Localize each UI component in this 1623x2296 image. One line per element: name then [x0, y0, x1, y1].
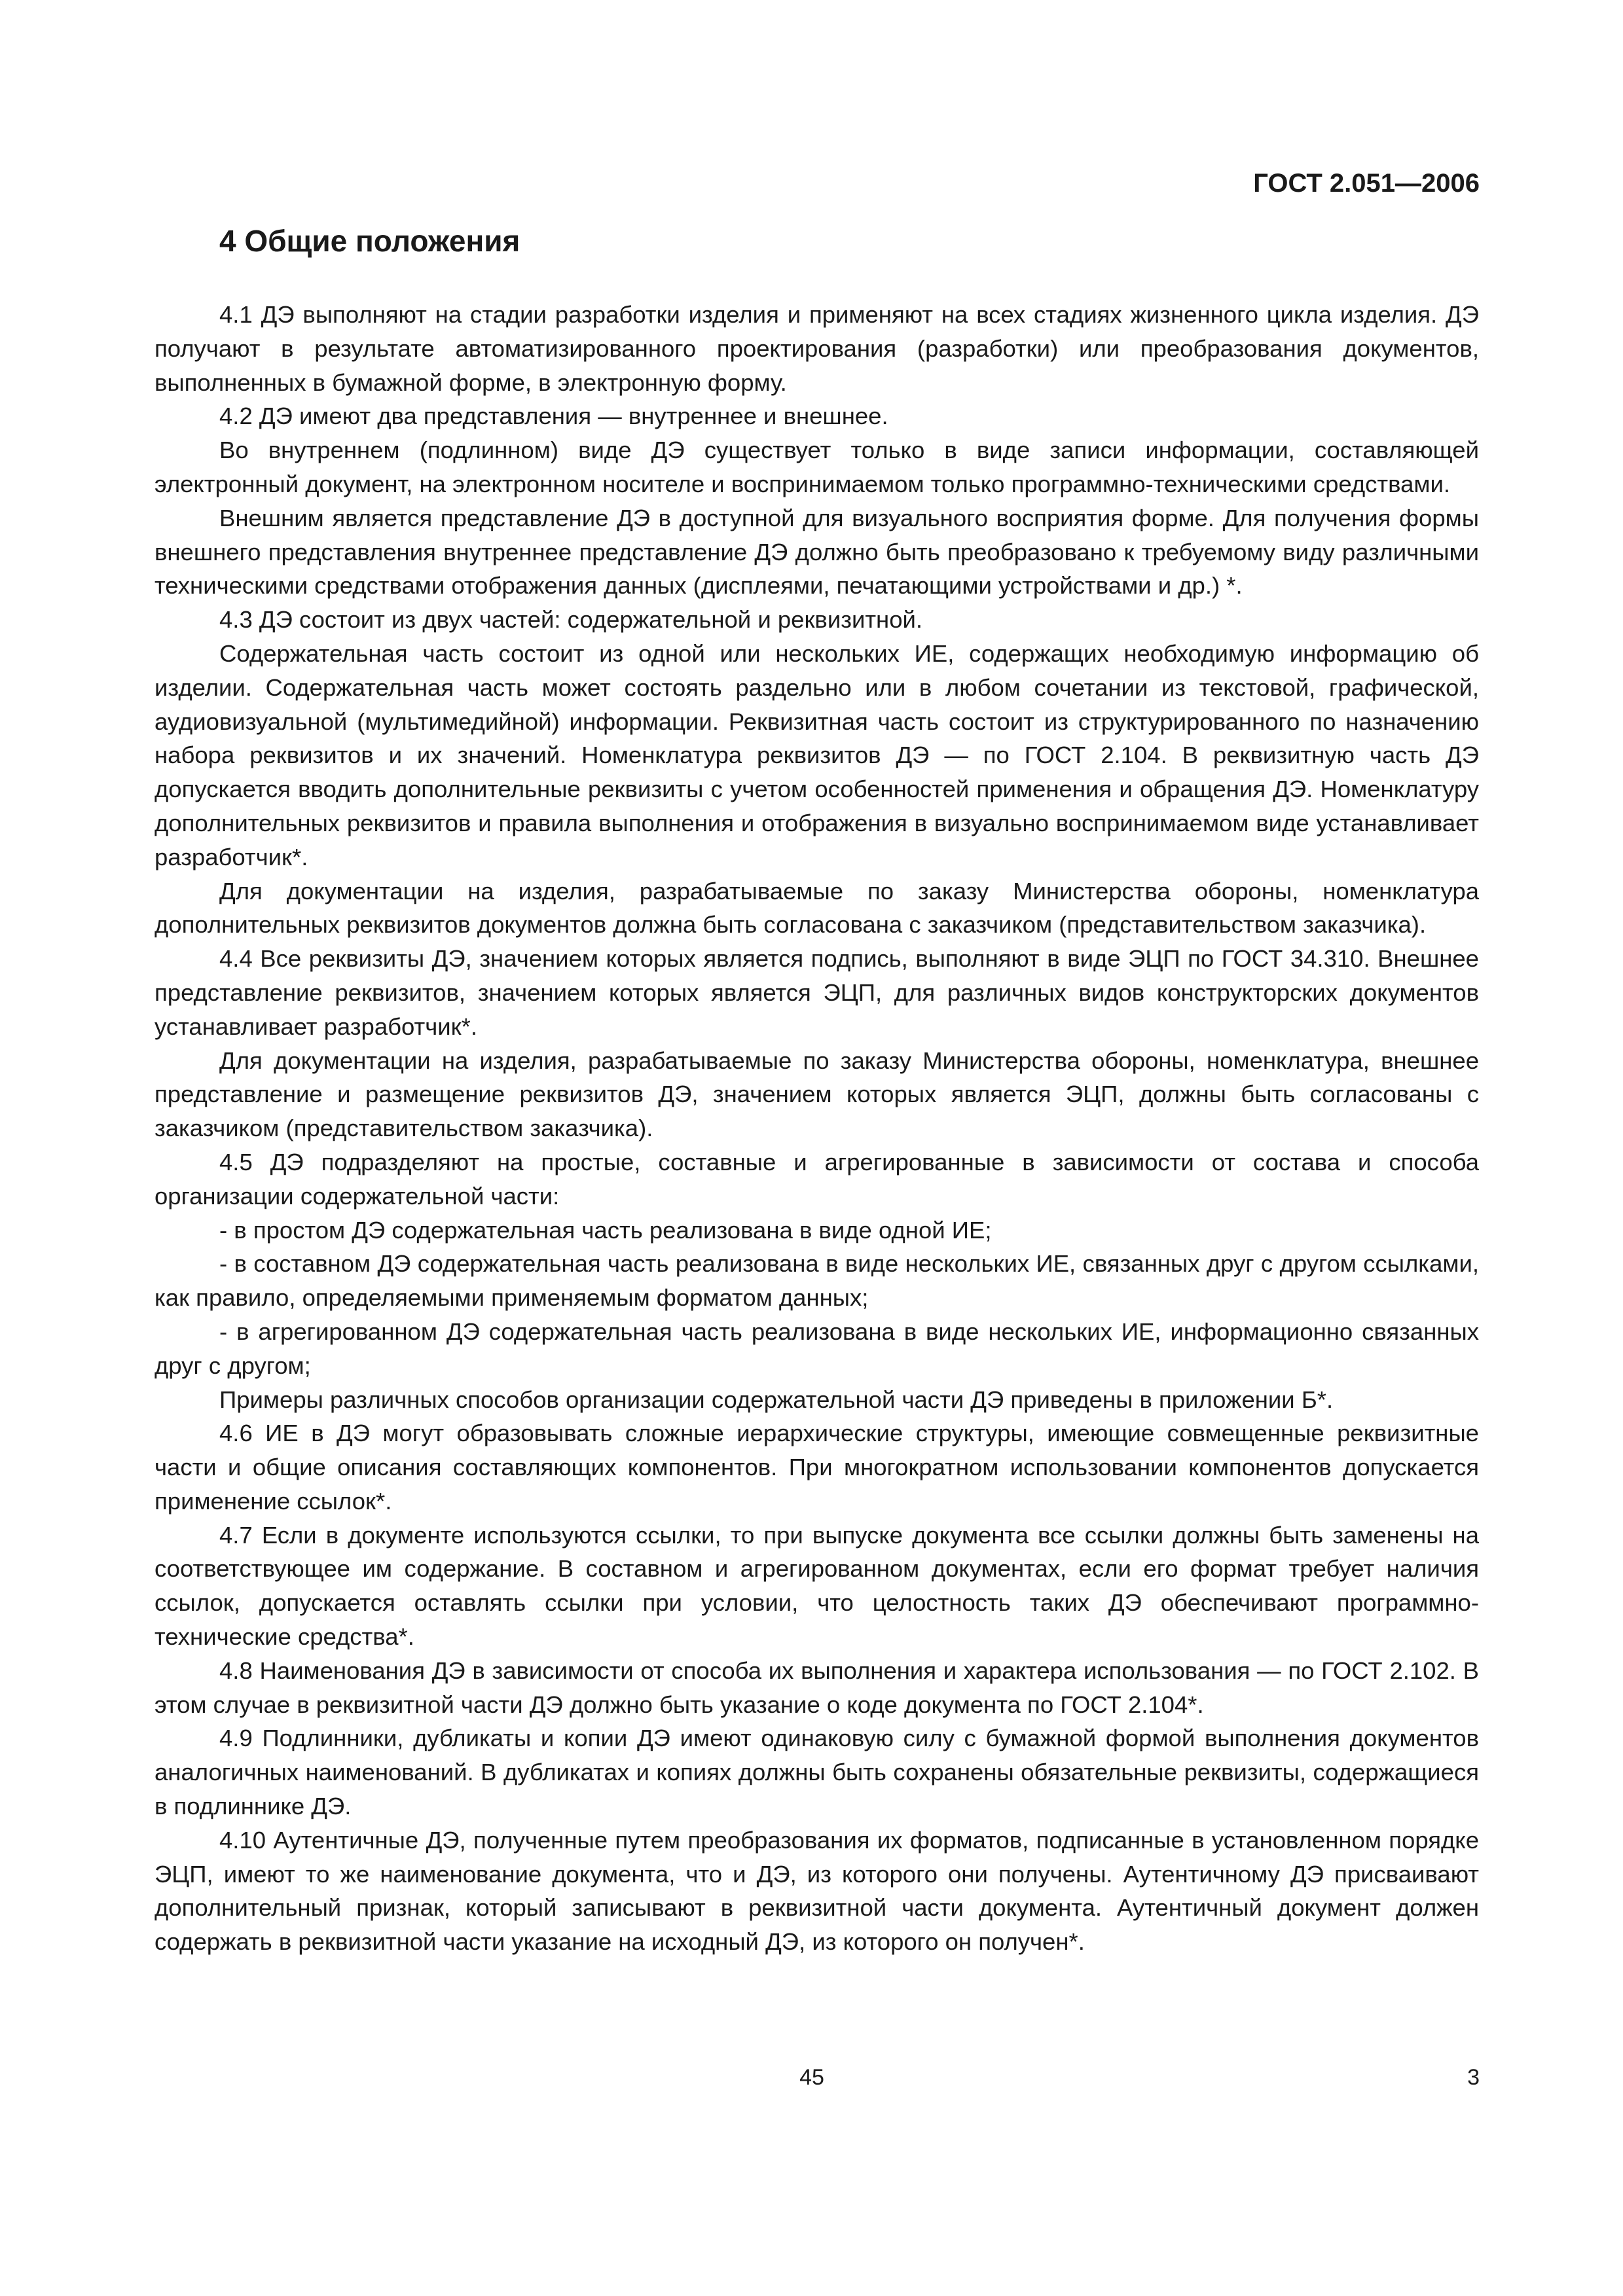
document-body [155, 298, 1479, 1959]
paragraph: Примеры различных способов организации содержательной части ДЭ приведены в приложении Б*. [219, 1386, 1334, 1413]
list-item: - в простом ДЭ содержательная часть реализована в виде одной ИЕ; [219, 1216, 992, 1244]
paragraph: 4.3 ДЭ состоит из двух частей: содержательной и реквизитной. [219, 606, 923, 634]
paragraph: 4.5 ДЭ подразделяют на простые, составные и агрегированные в зависимости от состава и способа организации содержательной части: [155, 1148, 1479, 1210]
paragraph: Во внутреннем (подлинном) виде ДЭ существует только в виде записи информации, составляющей электронный документ, на электронном носителе и воспринимаемом только программно-техническими средствами. [155, 437, 1479, 497]
section-title: 4 Общие положения [219, 224, 520, 258]
paragraph: Для документации на изделия, разрабатываемые по заказу Министерства обороны, номенклатура дополнительных реквизитов документов должна быть согласована с заказчиком (представительством заказчика). [155, 877, 1479, 939]
paragraph: 4.9 Подлинники, дубликаты и копии ДЭ имеют одинаковую силу с бумажной формой выполнения документов аналогичных наименований. В дубликатах и копиях должны быть сохранены обязательные реквизиты, содержащиеся в подлиннике ДЭ. [155, 1725, 1479, 1820]
list-item: - в агрегированном ДЭ содержательная часть реализована в виде нескольких ИЕ, информационно связанных друг с другом; [155, 1318, 1479, 1379]
paragraph: 4.10 Аутентичные ДЭ, полученные путем преобразования их форматов, подписанные в установленном порядке ЭЦП, имеют то же наименование документа, что и ДЭ, из которого они получены. Аутентичному ДЭ присваивают дополнительный признак, который записывают в реквизитной части документа. Аутентичный документ должен содержать в реквизитной части указание на исходный ДЭ, из которого он получен*. [155, 1826, 1479, 1956]
paragraph: 4.6 ИЕ в ДЭ могут образовывать сложные иерархические структуры, имеющие совмещенные реквизитные части и общие описания составляющих компонентов. При многократном использовании компонентов допускается применение ссылок*. [155, 1420, 1479, 1515]
standard-designation: ГОСТ 2.051—2006 [1253, 169, 1480, 198]
paragraph: 4.4 Все реквизиты ДЭ, значением которых является подпись, выполняют в виде ЭЦП по ГОСТ 34.310. Внешнее представление реквизитов, значением которых является ЭЦП, для различных видов конструкторских документов устанавливает разработчик*. [155, 945, 1479, 1040]
paragraph: Внешним является представление ДЭ в доступной для визуального восприятия форме. Для получения формы внешнего представления внутреннее представление ДЭ должно быть преобразовано к требуемому виду различными техническими средствами отображения данных (дисплеями, печатающими устройствами и др.) *. [155, 504, 1479, 600]
footer-center-number: 45 [799, 2065, 824, 2090]
list-item: - в составном ДЭ содержательная часть реализована в виде нескольких ИЕ, связанных друг с другом ссылками, как правило, определяемыми применяемым форматом данных; [155, 1250, 1479, 1312]
page-number: 3 [1467, 2065, 1480, 2090]
paragraph: Для документации на изделия, разрабатываемые по заказу Министерства обороны, номенклатура, внешнее представление и размещение реквизитов ДЭ, значением которых является ЭЦП, должны быть согласованы с заказчиком (представительством заказчика). [155, 1047, 1479, 1142]
paragraph: 4.7 Если в документе используются ссылки, то при выпуске документа все ссылки должны быть заменены на соответствующее им содержание. В составном и агрегированном документах, если его формат требует наличия ссылок, допускается оставлять ссылки при условии, что целостность таких ДЭ обеспечивают программно-технические средства*. [155, 1521, 1479, 1651]
paragraph: 4.2 ДЭ имеют два представления — внутреннее и внешнее. [219, 403, 888, 430]
paragraph: 4.8 Наименования ДЭ в зависимости от способа их выполнения и характера использования — по ГОСТ 2.102. В этом случае в реквизитной части ДЭ должно быть указание о коде документа по ГОСТ 2.104*. [155, 1657, 1479, 1718]
paragraph: 4.1 ДЭ выполняют на стадии разработки изделия и применяют на всех стадиях жизненного цикла изделия. ДЭ получают в результате автоматизированного проектирования (разработки) или преобразования документов, выполненных в бумажной форме, в электронную форму. [155, 301, 1479, 396]
paragraph: Содержательная часть состоит из одной или нескольких ИЕ, содержащих необходимую информацию об изделии. Содержательная часть может состоять раздельно или в любом сочетании из текстовой, графической, аудиовизуальной (мультимедийной) информации. Реквизитная часть состоит из структурированного по назначению набора реквизитов и их значений. Номенклатура реквизитов ДЭ — по ГОСТ 2.104. В реквизитную часть ДЭ допускается вводить дополнительные реквизиты с учетом особенностей применения и обращения ДЭ. Номенклатуру дополнительных реквизитов и правила выполнения и отображения в визуально воспринимаемом виде устанавливает разработчик*. [155, 639, 1479, 870]
